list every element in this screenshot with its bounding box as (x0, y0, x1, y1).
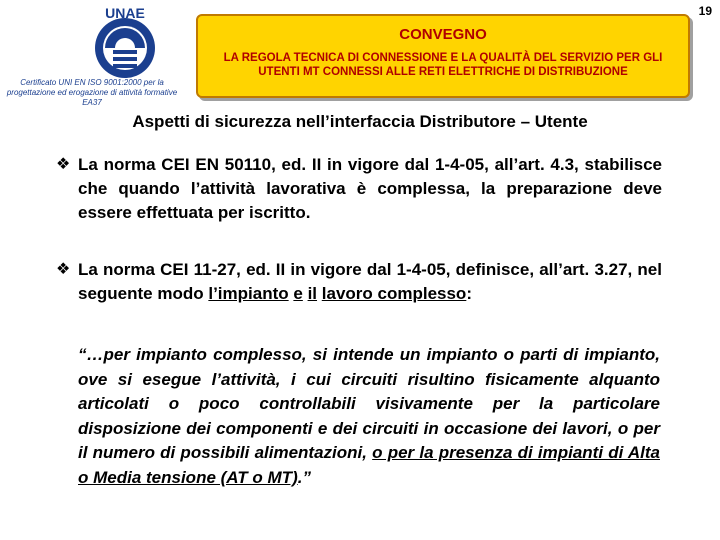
bullet-text (78, 258, 662, 306)
quote-lead: “…per impianto complesso, si intende un impianto o parti di impianto, ove si esegue l’attività, i cui circuiti risultino fisicamente alquanto articolati o poco controllabili visivamente per la particolare disposizione dei componenti e dei circuiti in occasione dei lavori, o per il numero di possibili alimentazioni, (78, 345, 660, 462)
underlined-term: il (307, 284, 318, 303)
bullet-text-tail: : (466, 284, 472, 303)
header-title: CONVEGNO (399, 26, 487, 43)
underlined-term: lavoro complesso (321, 284, 467, 303)
page-number: 19 (698, 4, 712, 18)
quote-underlined: o per la presenza di impianti di Alta o Media tensione (AT o MT) (78, 443, 660, 487)
logo-lettering: UNAE (105, 5, 145, 21)
certification-text: Certificato UNI EN ISO 9001:2000 per la progettazione ed erogazione di attività formative EA37 (6, 78, 178, 107)
quote-tail: .” (297, 467, 311, 487)
bullet-text: La norma CEI EN 50110, ed. II in vigore dal 1-4-05, all’art. 4.3, stabilisce che quando l’attività lavorativa è complessa, la preparazione deve essere effettuata per iscritto. (78, 155, 662, 222)
definition-quote (78, 343, 660, 490)
diamond-bullet-icon: ❖ (56, 156, 71, 173)
diamond-bullet-icon: ❖ (56, 261, 71, 278)
header-subtitle: LA REGOLA TECNICA DI CONNESSIONE E LA QUALITÀ DEL SERVIZIO PER GLI UTENTI MT CONNESSI ALLE RETI ELETTRICHE DI DISTRIBUZIONE (223, 52, 663, 78)
section-title: Aspetti di sicurezza nell’interfaccia Distributore – Utente (132, 112, 588, 131)
underlined-term: l’impianto (208, 284, 289, 303)
bullet-item (56, 153, 662, 225)
bullet-text-lead: La norma CEI 11-27, ed. II in vigore dal 1-4-05, definisce, all’art. 3.27, nel seguente modo (78, 260, 662, 303)
underlined-term: e (293, 284, 303, 303)
bullet-item (56, 258, 662, 306)
unae-logo-icon (83, 4, 167, 80)
header-box (196, 14, 690, 98)
